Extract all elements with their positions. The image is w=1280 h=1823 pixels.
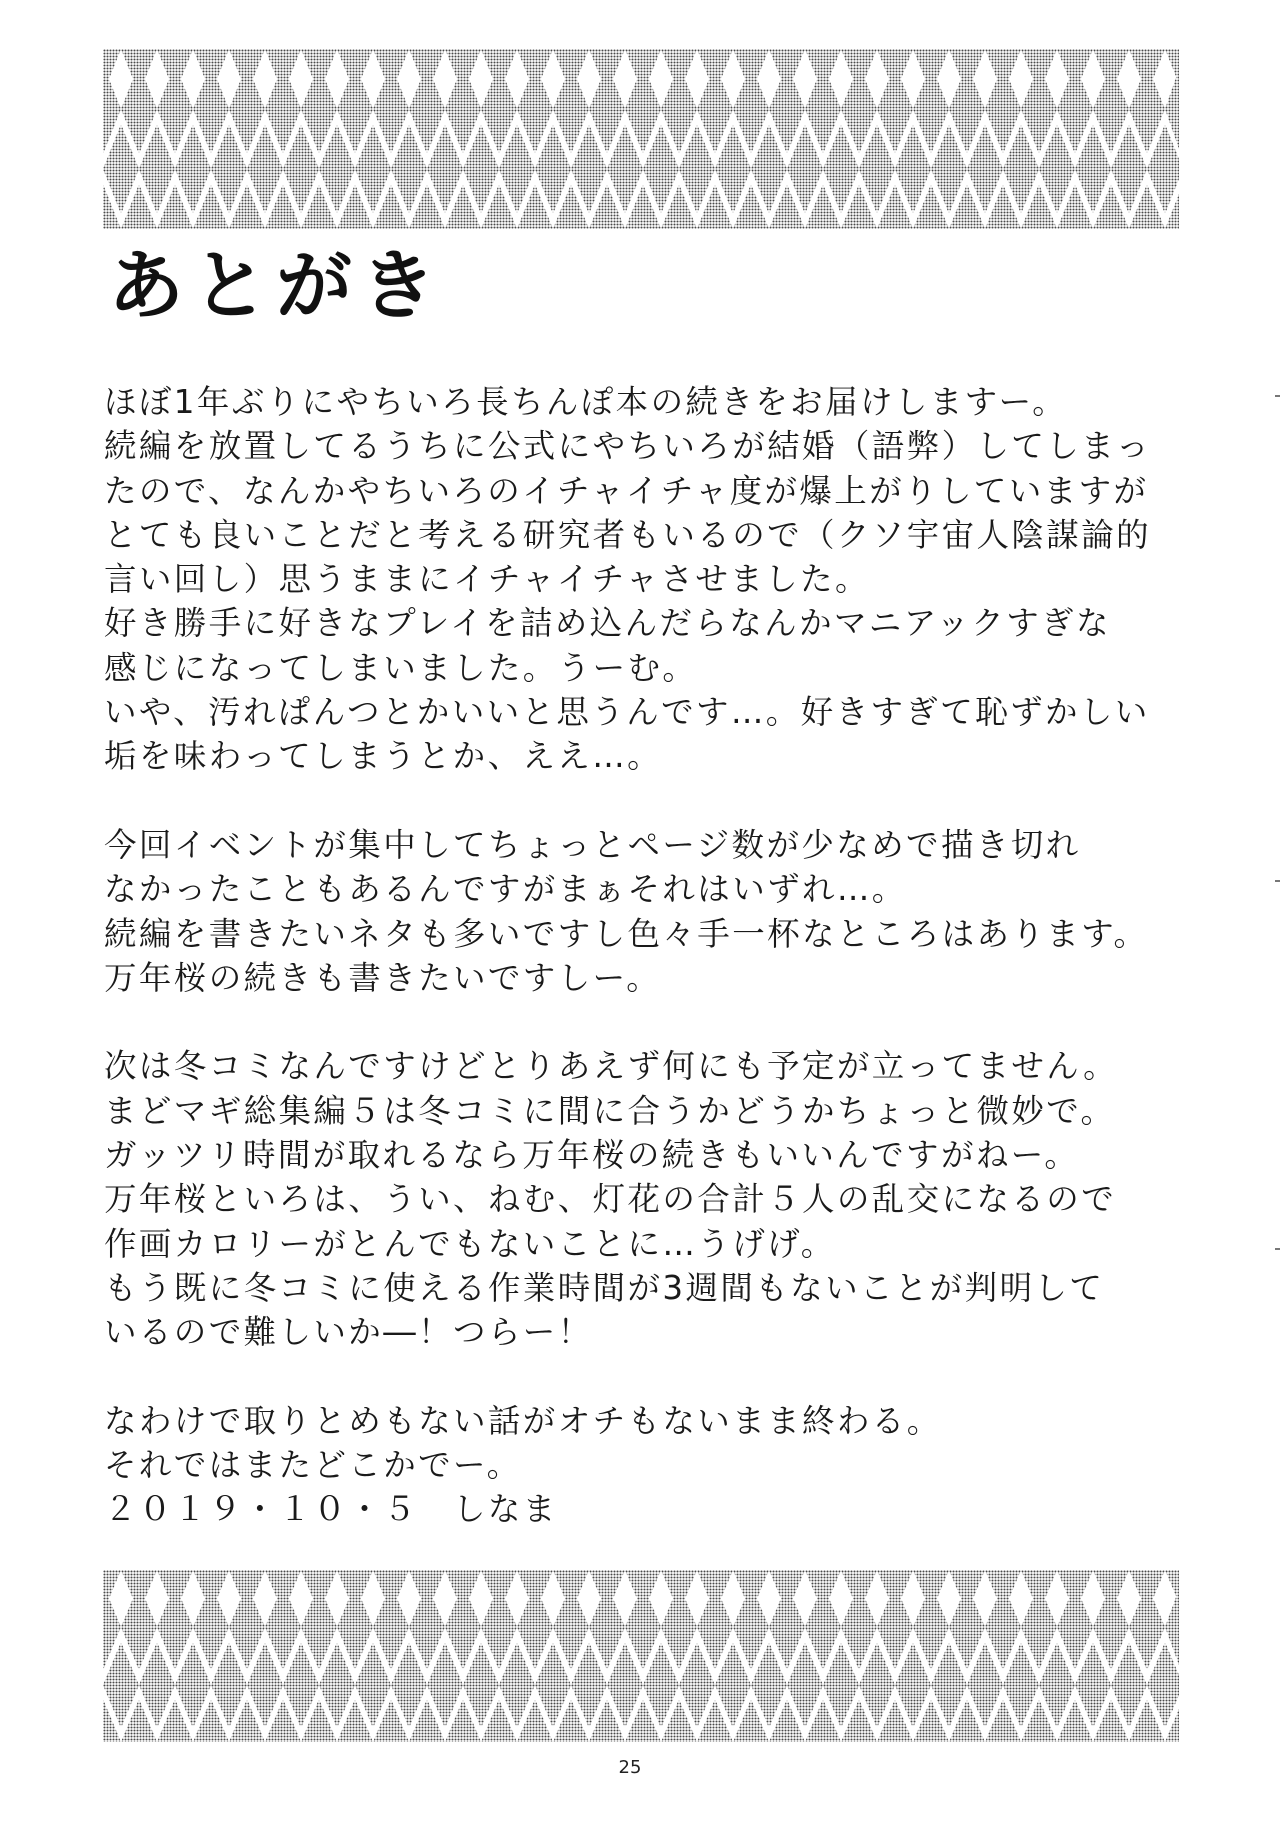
page-number: 25 <box>618 1757 642 1778</box>
paragraph <box>104 823 1194 1000</box>
paragraph <box>104 1399 1194 1532</box>
text-line: いや、汚れぱんつとかいいと思うんです…。好きすぎて恥ずかしい <box>104 693 1150 732</box>
paragraph <box>104 380 1194 779</box>
paragraph-gap <box>104 779 1194 823</box>
diamond-pattern <box>103 1570 1179 1742</box>
text-line: 万年桜といろは、うい、ねむ、灯花の合計５人の乱交になるので <box>104 1180 1117 1219</box>
paragraph-gap <box>104 1355 1194 1399</box>
text-line: 万年桜の続きも書きたいですしー。 <box>104 958 662 997</box>
page-edge-mark <box>1275 880 1280 882</box>
text-line: いるので難しいか―！つらー！ <box>104 1313 593 1352</box>
text-line: もう既に冬コミに使える作業時間が3週間もないことが判明して <box>104 1268 1105 1307</box>
text-line: それではまたどこかでー。 <box>104 1446 522 1485</box>
paragraph <box>104 1044 1194 1354</box>
diamond-pattern <box>103 49 1179 229</box>
text-line: なわけで取りとめもない話がオチもないまま終わる。 <box>104 1401 942 1440</box>
text-line: たので、なんかやちいろのイチャイチャ度が爆上がりしていますが <box>104 471 1149 510</box>
text-line: 作画カロリーがとんでもないことに…うげげ。 <box>104 1224 836 1263</box>
page-edge-mark <box>1275 395 1280 397</box>
text-line: 感じになってしまいました。うーむ。 <box>104 648 698 687</box>
signature-date-line: ２０１９・１０・５ しなま <box>104 1490 558 1529</box>
text-line: ほぼ1年ぶりにやちいろ長ちんぽ本の続きをお届けしますー。 <box>104 383 1068 421</box>
text-line: 今回イベントが集中してちょっとページ数が少なめで描き切れ <box>104 825 1081 864</box>
text-line: ガッツリ時間が取れるなら万年桜の続きもいいんですがねー。 <box>104 1136 1080 1175</box>
text-line: まどマギ総集編５は冬コミに間に合うかどうかちょっと微妙で。 <box>104 1091 1116 1130</box>
decorative-diamond-band-bottom <box>103 1570 1179 1742</box>
page-edge-mark <box>1275 1248 1280 1250</box>
text-line: 言い回し）思うままにイチャイチャさせました。 <box>104 560 870 599</box>
text-line: 垢を味わってしまうとか、ええ…。 <box>104 737 663 776</box>
text-line: 好き勝手に好きなプレイを詰め込んだらなんかマニアックすぎな <box>104 604 1111 643</box>
text-line: なかったこともあるんですがまぁそれはいずれ…。 <box>104 870 907 909</box>
text-line: 次は冬コミなんですけどとりあえず何にも予定が立ってません。 <box>104 1047 1119 1086</box>
afterword-title: あとがき <box>108 241 444 330</box>
afterword-body <box>104 380 1194 1532</box>
text-line: 続編を放置してるうちに公式にやちいろが結婚（語弊）してしまっ <box>104 427 1152 466</box>
text-line: 続編を書きたいネタも多いですし色々手一杯なところはあります。 <box>104 914 1149 953</box>
decorative-diamond-band-top <box>103 49 1179 229</box>
text-line: とても良いことだと考える研究者もいるので（クソ宇宙人陰謀論的 <box>104 515 1152 554</box>
paragraph-gap <box>104 1000 1194 1044</box>
